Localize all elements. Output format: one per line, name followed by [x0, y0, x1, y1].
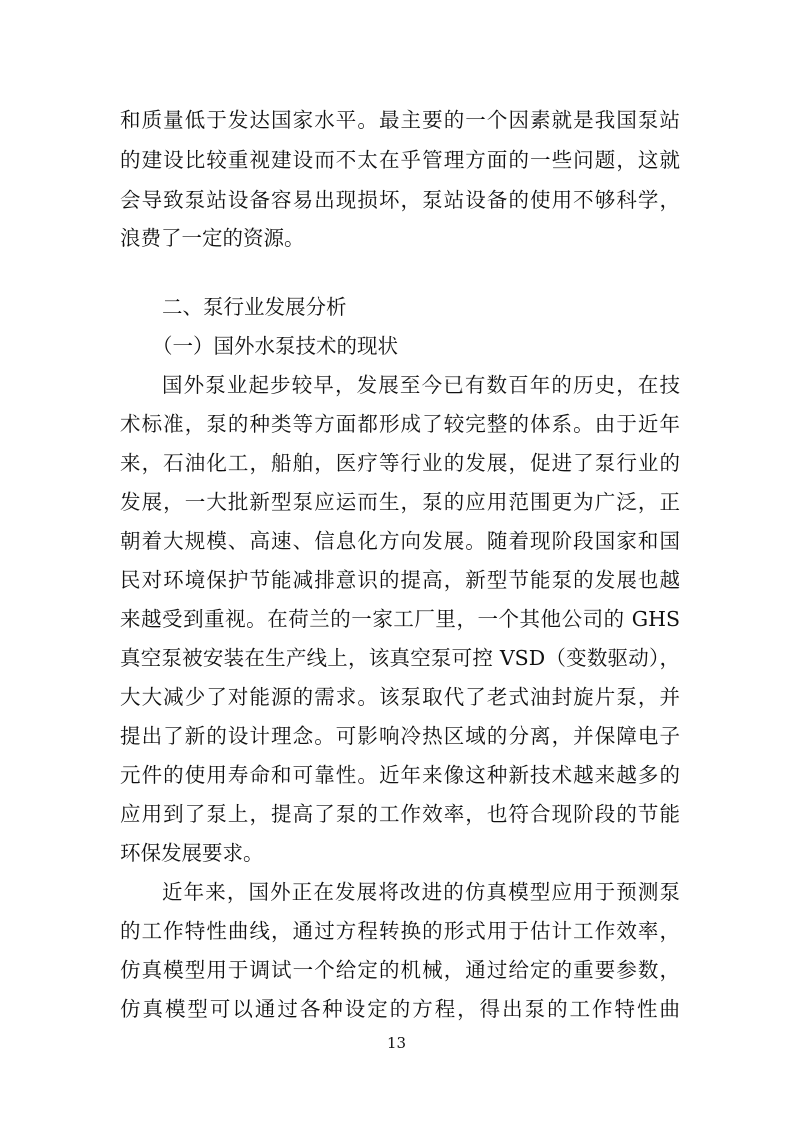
paragraph-2-line-6: 民对环境保护节能减排意识的提高，新型节能泵的发展也越 [120, 568, 680, 592]
paragraph-3-line-4: 仿真模型可以通过各种设定的方程，得出泵的工作特性曲 [120, 997, 680, 1021]
page-number: 13 [386, 1034, 407, 1052]
paragraph-1-line-4: 浪费了一定的资源。 [120, 226, 305, 250]
paragraph-2-line-3: 来，石油化工，船舶，医疗等行业的发展，促进了泵行业的 [120, 451, 680, 475]
paragraph-1-line-3: 会导致泵站设备容易出现损坏，泵站设备的使用不够科学， [120, 188, 680, 212]
paragraph-2-line-1: 国外泵业起步较早，发展至今已有数百年的历史，在技 [162, 373, 680, 397]
paragraph-2-line-4: 发展，一大批新型泵应运而生，泵的应用范围更为广泛，正 [120, 490, 680, 514]
paragraph-3-line-3: 仿真模型用于调试一个给定的机械，通过给定的重要参数， [120, 958, 680, 982]
paragraph-2-line-12: 应用到了泵上，提高了泵的工作效率，也符合现阶段的节能 [120, 802, 680, 826]
paragraph-1-line-2: 的建设比较重视建设而不太在乎管理方面的一些问题，这就 [120, 148, 680, 172]
subsection-heading: （一）国外水泵技术的现状 [152, 334, 398, 358]
paragraph-2-line-13: 环保发展要求。 [120, 841, 264, 865]
paragraph-2-line-2: 术标准，泵的种类等方面都形成了较完整的体系。由于近年 [120, 412, 680, 436]
paragraph-1-line-1: 和质量低于发达国家水平。最主要的一个因素就是我国泵站 [120, 108, 680, 132]
paragraph-2-line-7: 来越受到重视。在荷兰的一家工厂里，一个其他公司的 GHS [120, 607, 680, 631]
paragraph-3-line-1: 近年来，国外正在发展将改进的仿真模型应用于预测泵 [162, 880, 680, 904]
paragraph-2-line-8: 真空泵被安装在生产线上，该真空泵可控 VSD（变数驱动）， [120, 646, 680, 670]
paragraph-3-line-2: 的工作特性曲线，通过方程转换的形式用于估计工作效率， [120, 919, 680, 943]
paragraph-2-line-11: 元件的使用寿命和可靠性。近年来像这种新技术越来越多的 [120, 763, 680, 787]
paragraph-2-line-5: 朝着大规模、高速、信息化方向发展。随着现阶段国家和国 [120, 529, 680, 553]
section-heading: 二、泵行业发展分析 [162, 295, 347, 319]
paragraph-2-line-10: 提出了新的设计理念。可影响冷热区域的分离，并保障电子 [120, 724, 680, 748]
paragraph-2-line-9: 大大减少了对能源的需求。该泵取代了老式油封旋片泵，并 [120, 685, 680, 709]
